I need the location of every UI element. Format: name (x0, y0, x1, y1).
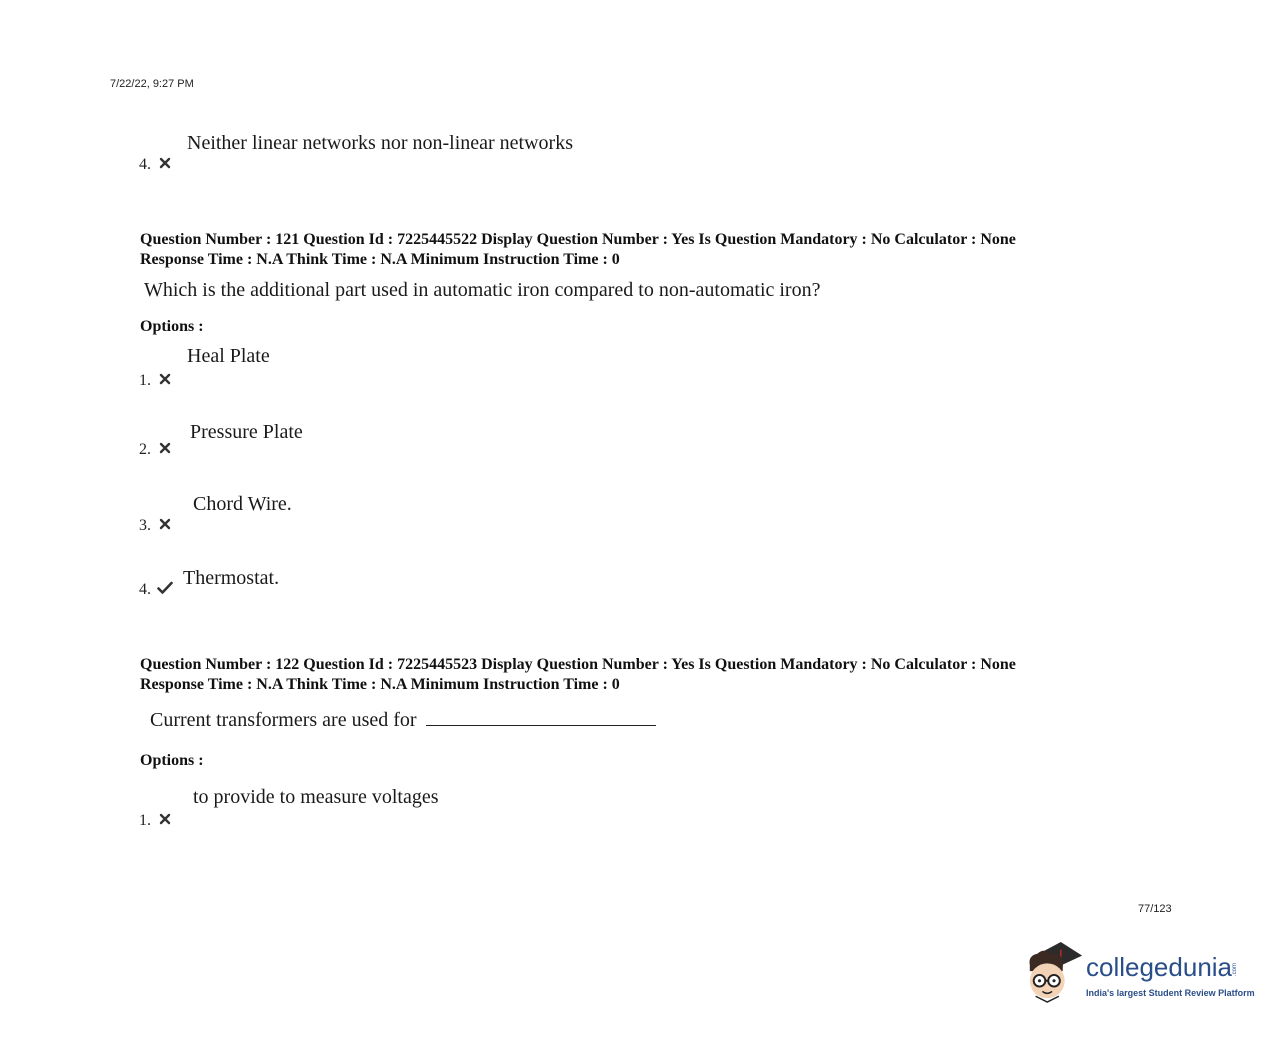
question-122-meta (140, 655, 1016, 695)
q121-option-3-text: Chord Wire. (193, 493, 292, 515)
option-number: 4. (139, 581, 151, 598)
answer-blank-line (426, 707, 656, 726)
cross-icon (159, 157, 171, 169)
print-timestamp: 7/22/22, 9:27 PM (110, 78, 194, 90)
q121-option-2 (139, 441, 171, 459)
option-number: 4. (139, 156, 151, 173)
option-number: 3. (139, 517, 151, 534)
q121-option-1-text: Heal Plate (187, 345, 270, 367)
prev-option-4-text: Neither linear networks nor non-linear networks (187, 132, 573, 154)
question-meta-line2: Response Time : N.A Think Time : N.A Minimum Instruction Time : 0 (140, 251, 620, 268)
brand-wordmark: collegedunia (1086, 952, 1233, 982)
brand-wordmark-row (1086, 952, 1238, 983)
question-meta-line1: Question Number : 121 Question Id : 7225445522 Display Question Number : Yes Is Question Mandatory : No Calculator : None (140, 231, 1016, 248)
q121-option-1 (139, 372, 171, 390)
mascot-logo-icon (1024, 938, 1086, 1008)
q121-option-4 (139, 581, 173, 599)
question-121-text: Which is the additional part used in automatic iron compared to non-automatic iron? (144, 279, 821, 301)
q121-option-4-text: Thermostat. (183, 567, 280, 589)
prev-option-4 (139, 156, 171, 174)
option-number: 1. (139, 372, 151, 389)
question-122-options-label: Options : (140, 752, 204, 769)
q122-option-1 (139, 812, 171, 830)
q122-option-1-text: to provide to measure voltages (193, 786, 439, 808)
cross-icon (159, 813, 171, 825)
cross-icon (159, 373, 171, 385)
q121-option-2-text: Pressure Plate (190, 421, 303, 443)
check-icon (157, 581, 173, 595)
collegedunia-watermark (1024, 938, 1256, 1010)
brand-dotcom: .com (1232, 962, 1239, 976)
q121-option-3 (139, 517, 171, 535)
cross-icon (159, 442, 171, 454)
question-121-options-label: Options : (140, 318, 204, 335)
question-meta-line1: Question Number : 122 Question Id : 7225445523 Display Question Number : Yes Is Question Mandatory : No Calculator : None (140, 656, 1016, 673)
question-122-text-row (150, 707, 656, 732)
question-121-meta (140, 230, 1016, 270)
brand-tagline: India's largest Student Review Platform (1086, 988, 1255, 998)
option-number: 1. (139, 812, 151, 829)
question-meta-line2: Response Time : N.A Think Time : N.A Minimum Instruction Time : 0 (140, 676, 620, 693)
question-122-text: Current transformers are used for (150, 709, 417, 731)
option-number: 2. (139, 441, 151, 458)
page-number: 77/123 (1138, 903, 1172, 915)
cross-icon (159, 518, 171, 530)
